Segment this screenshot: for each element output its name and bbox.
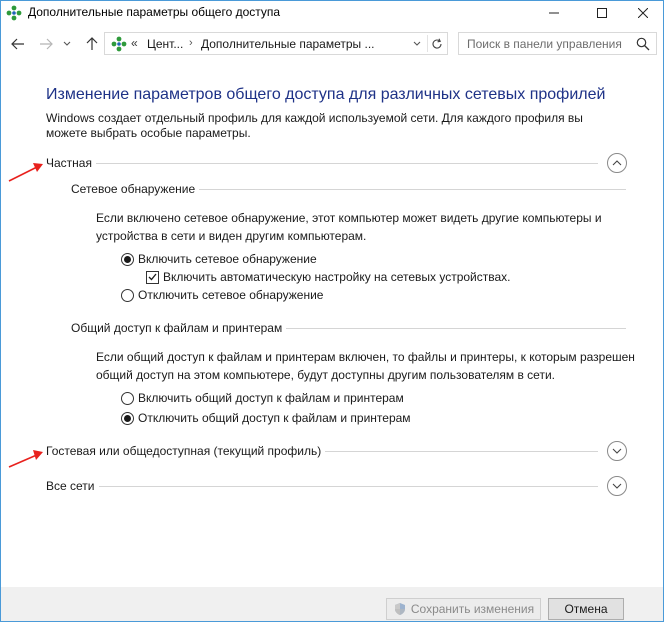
page-intro: Windows создает отдельный профиль для каждой используемой сети. Для каждого профиля вы можете выбрать особые параметры.	[46, 111, 583, 140]
file-sharing-off-option[interactable]	[121, 410, 411, 426]
profile-guest-toggle[interactable]	[607, 441, 627, 461]
annotation-arrow-icon	[7, 159, 47, 185]
breadcrumb-network-center[interactable]: Цент...	[147, 37, 184, 51]
title-bar[interactable]	[1, 1, 663, 25]
save-changes-button[interactable]	[386, 598, 541, 620]
chevron-down-icon	[413, 41, 421, 47]
breadcrumb-advanced-settings[interactable]: Дополнительные параметры ...	[201, 37, 375, 51]
address-dropdown-button[interactable]	[409, 35, 425, 52]
section-divider	[46, 163, 598, 164]
breadcrumb-overflow[interactable]: «	[131, 36, 138, 50]
save-changes-label: Сохранить изменения	[410, 602, 535, 616]
uac-shield-icon	[393, 602, 407, 616]
annotation-arrow-icon	[7, 447, 47, 471]
page-title: Изменение параметров общего доступа для различных сетевых профилей	[46, 86, 606, 103]
file-sharing-header	[71, 321, 626, 337]
network-discovery-off-radio[interactable]	[121, 289, 134, 302]
back-button[interactable]	[9, 35, 27, 53]
cancel-label: Отмена	[564, 602, 608, 616]
navigation-bar	[1, 29, 663, 59]
profile-all-toggle[interactable]	[607, 476, 627, 496]
breadcrumb-separator[interactable]: ›	[189, 37, 193, 49]
maximize-button[interactable]	[579, 1, 625, 25]
section-divider	[46, 486, 598, 487]
file-sharing-on-label: Включить общий доступ к файлам и принтерам	[138, 391, 404, 405]
maximize-icon	[597, 8, 607, 18]
auto-setup-label: Включить автоматическую настройку на сетевых устройствах.	[163, 270, 511, 284]
file-sharing-off-label: Отключить общий доступ к файлам и принтерам	[138, 411, 411, 425]
checkmark-icon	[148, 273, 157, 281]
profile-all-header[interactable]	[46, 475, 628, 499]
auto-setup-option[interactable]	[146, 269, 511, 285]
refresh-icon	[431, 38, 443, 50]
minimize-button[interactable]	[531, 1, 577, 25]
network-discovery-off-option[interactable]	[121, 287, 323, 303]
profile-all-label: Все сети	[46, 479, 99, 493]
file-sharing-off-radio[interactable]	[121, 412, 134, 425]
address-bar[interactable]	[104, 32, 448, 55]
file-sharing-on-option[interactable]	[121, 390, 404, 406]
network-icon	[111, 36, 127, 52]
profile-private-toggle[interactable]	[607, 153, 627, 173]
chevron-down-icon	[612, 448, 622, 454]
search-box[interactable]	[458, 32, 657, 55]
network-discovery-off-label: Отключить сетевое обнаружение	[138, 288, 324, 302]
arrow-left-icon	[11, 38, 25, 50]
window-title: Дополнительные параметры общего доступа	[28, 5, 281, 19]
recent-locations-button[interactable]	[61, 35, 73, 53]
profile-guest-label: Гостевая или общедоступная (текущий профиль)	[46, 444, 325, 458]
chevron-down-icon	[63, 41, 71, 47]
network-discovery-on-label: Включить сетевое обнаружение	[138, 252, 317, 266]
file-sharing-on-radio[interactable]	[121, 392, 134, 405]
refresh-button[interactable]	[427, 35, 445, 52]
auto-setup-checkbox[interactable]	[146, 271, 159, 284]
search-input[interactable]	[467, 36, 627, 52]
up-button[interactable]	[83, 35, 101, 53]
arrow-up-icon	[86, 37, 98, 51]
chevron-down-icon	[612, 483, 622, 489]
close-button[interactable]	[623, 1, 663, 25]
profile-private-header[interactable]	[46, 152, 628, 176]
arrow-right-icon	[39, 38, 53, 50]
cancel-button[interactable]	[548, 598, 624, 620]
profile-guest-header[interactable]	[46, 440, 628, 464]
dialog-footer	[1, 587, 663, 622]
network-discovery-description: Если включено сетевое обнаружение, этот компьютер может видеть другие компьютеры и устройства в сети и виден другим компьютерам.	[96, 211, 602, 243]
chevron-up-icon	[612, 160, 622, 166]
forward-button[interactable]	[37, 35, 55, 53]
network-discovery-on-radio[interactable]	[121, 253, 134, 266]
minimize-icon	[549, 8, 559, 18]
profile-private-label: Частная	[46, 156, 96, 170]
network-discovery-on-option[interactable]	[121, 251, 317, 267]
search-icon[interactable]	[635, 36, 651, 52]
network-discovery-header	[71, 182, 626, 198]
file-sharing-title: Общий доступ к файлам и принтерам	[71, 321, 286, 335]
close-icon	[638, 8, 648, 18]
network-discovery-title: Сетевое обнаружение	[71, 182, 199, 196]
file-sharing-description: Если общий доступ к файлам и принтерам включен, то файлы и принтеры, к которым разрешен общий доступ на этом компьютере, будут доступны другим пользователям в сети.	[96, 350, 635, 382]
network-icon	[6, 5, 22, 21]
